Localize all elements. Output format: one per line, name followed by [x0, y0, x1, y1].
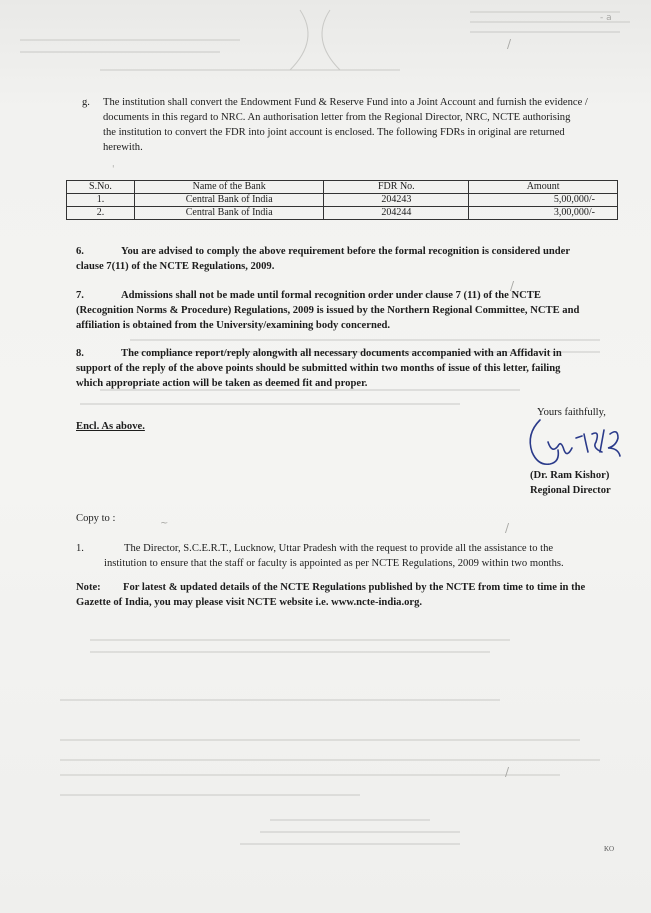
fdr-table	[66, 180, 618, 220]
svg-text:/: /	[507, 37, 512, 51]
note-text	[76, 580, 621, 610]
table-row	[67, 207, 618, 220]
table-cell: Central Bank of India	[134, 207, 324, 220]
para-8-line: The compliance report/reply alongwith all necessary documents accompanied with an Affidavit in	[121, 348, 562, 359]
table-cell: 3,00,000/-	[469, 207, 618, 220]
copy-to-text	[76, 541, 621, 571]
table-row	[67, 194, 618, 207]
svg-text:- a: - a	[600, 13, 612, 23]
table-cell: 204243	[324, 194, 469, 207]
para-7	[76, 288, 621, 333]
signature-date: 9/4/13	[582, 450, 585, 451]
table-cell: 204244	[324, 207, 469, 220]
para-g-line: herewith.	[103, 142, 143, 153]
col-header: Name of the Bank	[134, 181, 324, 194]
svg-text:/: /	[510, 279, 515, 293]
enclosure-note: Encl. As above.	[76, 421, 145, 432]
footer-mark: KO	[604, 845, 615, 853]
para-6-line: You are advised to comply the above requirement before the formal recognition is considered under	[121, 246, 571, 257]
copy-to-line: institution to ensure that the staff or faculty is appointed as per NCTE Regulations, 2009 within two months.	[104, 558, 564, 569]
para-g-number: g.	[82, 97, 90, 108]
copy-to-line: The Director, S.C.E.R.T., Lucknow, Uttar Pradesh with the request to provide all the assistance to the	[124, 543, 554, 554]
para-g-line: documents in this regard to NRC. An authorisation letter from the Regional Director, NRC, NCTE authorising	[103, 112, 571, 123]
svg-text:': '	[112, 165, 115, 175]
para-g-line: the institution to convert the FDR into joint account is enclosed. The following FDRs in original are returned	[103, 127, 565, 138]
col-header: FDR No.	[324, 181, 469, 194]
col-header: Amount	[469, 181, 618, 194]
signatory-title: Regional Director	[530, 485, 611, 496]
para-8-line: support of the reply of the above points should be submitted within two months of issue of this letter, failing	[76, 363, 561, 374]
svg-text:/: /	[505, 765, 510, 779]
para-6-number: 6.	[76, 246, 84, 257]
copy-to-number: 1.	[76, 543, 84, 554]
para-7-line: affiliation is obtained from the University/examining body concerned.	[76, 320, 391, 331]
para-6-line: clause 7(11) of the NCTE Regulations, 2009.	[76, 261, 275, 272]
para-8	[76, 346, 621, 391]
signatory-name: (Dr. Ram Kishor)	[530, 470, 610, 481]
para-7-number: 7.	[76, 290, 84, 301]
note-line: Gazette of India, you may please visit NCTE website i.e. www.ncte-india.org.	[76, 597, 423, 608]
table-cell: 1.	[67, 194, 135, 207]
svg-text:/: /	[505, 521, 510, 535]
closing-salutation: Yours faithfully,	[537, 407, 606, 418]
svg-text:~: ~	[160, 518, 169, 529]
para-7-line: (Recognition Norms & Procedure) Regulations, 2009 is issued by the Northern Regional Committee, NCTE and	[76, 305, 580, 316]
para-6	[76, 244, 621, 274]
table-header-row	[67, 181, 618, 194]
table-cell: 5,00,000/-	[469, 194, 618, 207]
copy-to-label: Copy to :	[76, 513, 116, 524]
note-label: Note:	[76, 582, 101, 593]
para-8-line: which appropriate action will be taken as deemed fit and proper.	[76, 378, 368, 389]
signature-image	[520, 412, 630, 476]
col-header: S.No.	[67, 181, 135, 194]
para-7-line: Admissions shall not be made until formal recognition order under clause 7 (11) of the NCTE	[121, 290, 541, 301]
para-g	[103, 95, 623, 155]
para-8-number: 8.	[76, 348, 84, 359]
table-cell: 2.	[67, 207, 135, 220]
note-line: For latest & updated details of the NCTE Regulations published by the NCTE from time to time in the	[123, 582, 586, 593]
para-g-line: The institution shall convert the Endowment Fund & Reserve Fund into a Joint Account and furnish the evidence /	[103, 97, 588, 108]
table-cell: Central Bank of India	[134, 194, 324, 207]
